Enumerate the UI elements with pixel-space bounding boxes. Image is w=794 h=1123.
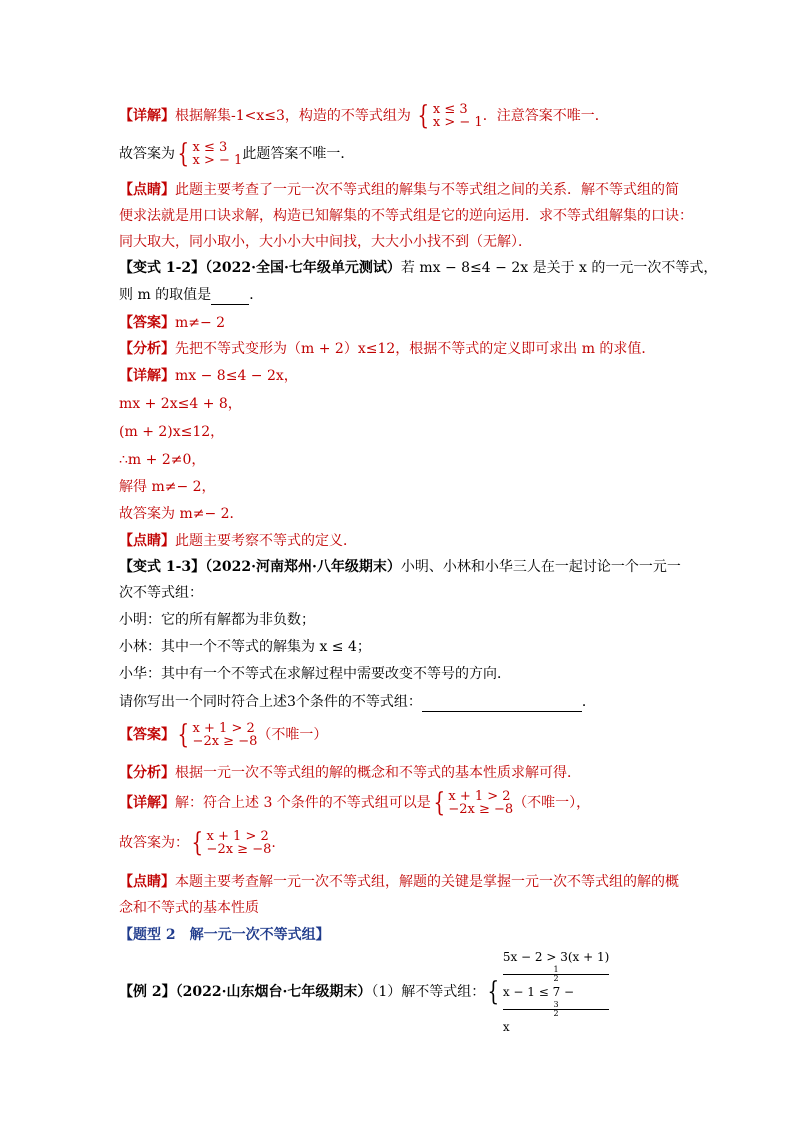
variant-1-3-line2: 次不等式组：	[119, 585, 203, 601]
variant-1-2-detail: 【详解】mx − 8≤4 − 2x，	[119, 368, 298, 384]
statement-xiaolin: 小林：其中一个不等式的解集为 x ≤ 4；	[119, 639, 371, 655]
detail-paragraph-1: 【详解】根据解集-1<x≤3，构造的不等式组为 { x ≤ 3 x > − 1 ．注意答案不唯一．	[119, 101, 609, 131]
detail-tag: 【详解】	[119, 108, 175, 124]
variant-1-2-comment: 【点睛】此题主要考察不等式的定义．	[119, 533, 357, 549]
variant-1-3-question: 【变式 1-3】（2022·河南郑州·八年级期末）小明、小林和小华三人在一起讨论一个一元一	[119, 559, 681, 575]
variant-1-2-line2: 则 m 的取值是 ．	[119, 287, 264, 303]
variant-1-3-comment-2: 念和不等式的基本性质	[119, 900, 259, 916]
brace-icon: {	[191, 828, 204, 858]
inequality-system: x + 1 > 2 −2x ≥ −8	[192, 721, 258, 749]
variant-1-3-final: 故答案为：{ x + 1 > 2 −2x ≥ −8 .	[119, 828, 276, 858]
variant-1-2-analysis: 【分析】先把不等式变形为（m + 2）x≤12，根据不等式的定义即可求出 m 的求值．	[119, 341, 656, 357]
solution-step: mx + 2x≤4 + 8，	[119, 396, 242, 412]
statement-xiaohua: 小华：其中有一个不等式在求解过程中需要改变不等号的方向．	[119, 666, 511, 682]
brace-icon: {	[177, 139, 190, 169]
solution-step: (m + 2)x≤12，	[119, 424, 225, 440]
solution-step: ∴m + 2≠0，	[119, 452, 206, 468]
variant-tag: 【变式 1-3】	[119, 559, 206, 575]
variant-1-3-comment: 【点睛】本题主要考查解一元一次不等式组，解题的关键是掌握一元一次不等式组的解的概	[119, 874, 679, 890]
brace-icon: {	[433, 788, 445, 818]
answer-blank	[211, 290, 249, 305]
comment-tag: 【点睛】	[119, 182, 175, 198]
variant-1-3-analysis: 【分析】根据一元一次不等式组的解的概念和不等式的基本性质求解可得．	[119, 765, 581, 781]
variant-1-3-answer: 【答案】{ x + 1 > 2 −2x ≥ −8 （不唯一）	[119, 720, 328, 750]
comment-line-3: 同大取大，同小取小，大小小大中间找，大大小小找不到（无解）．	[119, 234, 532, 250]
variant-1-3-ask: 请你写出一个同时符合上述3个条件的不等式组： ．	[119, 694, 596, 710]
fraction: 3 2	[503, 1001, 610, 1018]
detail-text: 根据解集-1<x≤3，构造的不等式组为	[175, 108, 411, 124]
brace-icon: {	[487, 977, 500, 1007]
inequality-system: x ≤ 3 x > − 1	[192, 140, 243, 168]
section-heading: 【题型 2 解一元一次不等式组】	[119, 927, 330, 943]
inequality-system: 5x − 2 > 3(x + 1) 1 2 x − 1 ≤ 7 − 3 2 x	[502, 950, 610, 1034]
fraction: 1 2	[503, 966, 610, 983]
comment-line-1: 【点睛】此题主要考查了一元一次不等式组的解集与不等式组之间的关系．解不等式组的简	[119, 182, 679, 198]
brace-icon: {	[177, 720, 190, 750]
answer-paragraph: 故答案为{ x ≤ 3 x > − 1 此题答案不唯一．	[119, 139, 355, 169]
variant-1-2-question: 【变式 1-2】（2022·全国·七年级单元测试）若 mx − 8≤4 − 2x 是关于 x 的一元一次不等式，	[119, 260, 718, 276]
comment-line-2: 便求法就是用口诀求解，构造已知解集的不等式组是它的逆向运用．求不等式组解集的口诀：	[119, 208, 693, 224]
solution-step: 故答案为 m≠− 2．	[119, 506, 244, 522]
inequality-system: x ≤ 3 x > − 1	[432, 102, 483, 130]
variant-1-2-answer: 【答案】m≠− 2	[119, 315, 226, 331]
solution-step: 解得 m≠− 2，	[119, 479, 216, 495]
inequality-system: x + 1 > 2 −2x ≥ −8	[206, 829, 272, 857]
statement-xiaoming: 小明：它的所有解都为非负数；	[119, 612, 315, 628]
example-2: 【例 2】（2022·山东烟台·七年级期末）（1）解不等式组：{ 5x − 2 > 3(x + 1) 1 2 x − 1 ≤ 7 − 3 2 x	[119, 950, 610, 1034]
inequality-system: x + 1 > 2 −2x ≥ −8	[448, 789, 514, 817]
brace-icon: {	[417, 101, 430, 131]
variant-tag: 【变式 1-2】	[119, 260, 206, 276]
answer-blank	[422, 697, 582, 712]
variant-1-3-detail: 【详解】解：符合上述 3 个条件的不等式组可以是{ x + 1 > 2 −2x ≥ −8 （不唯一），	[119, 788, 591, 818]
